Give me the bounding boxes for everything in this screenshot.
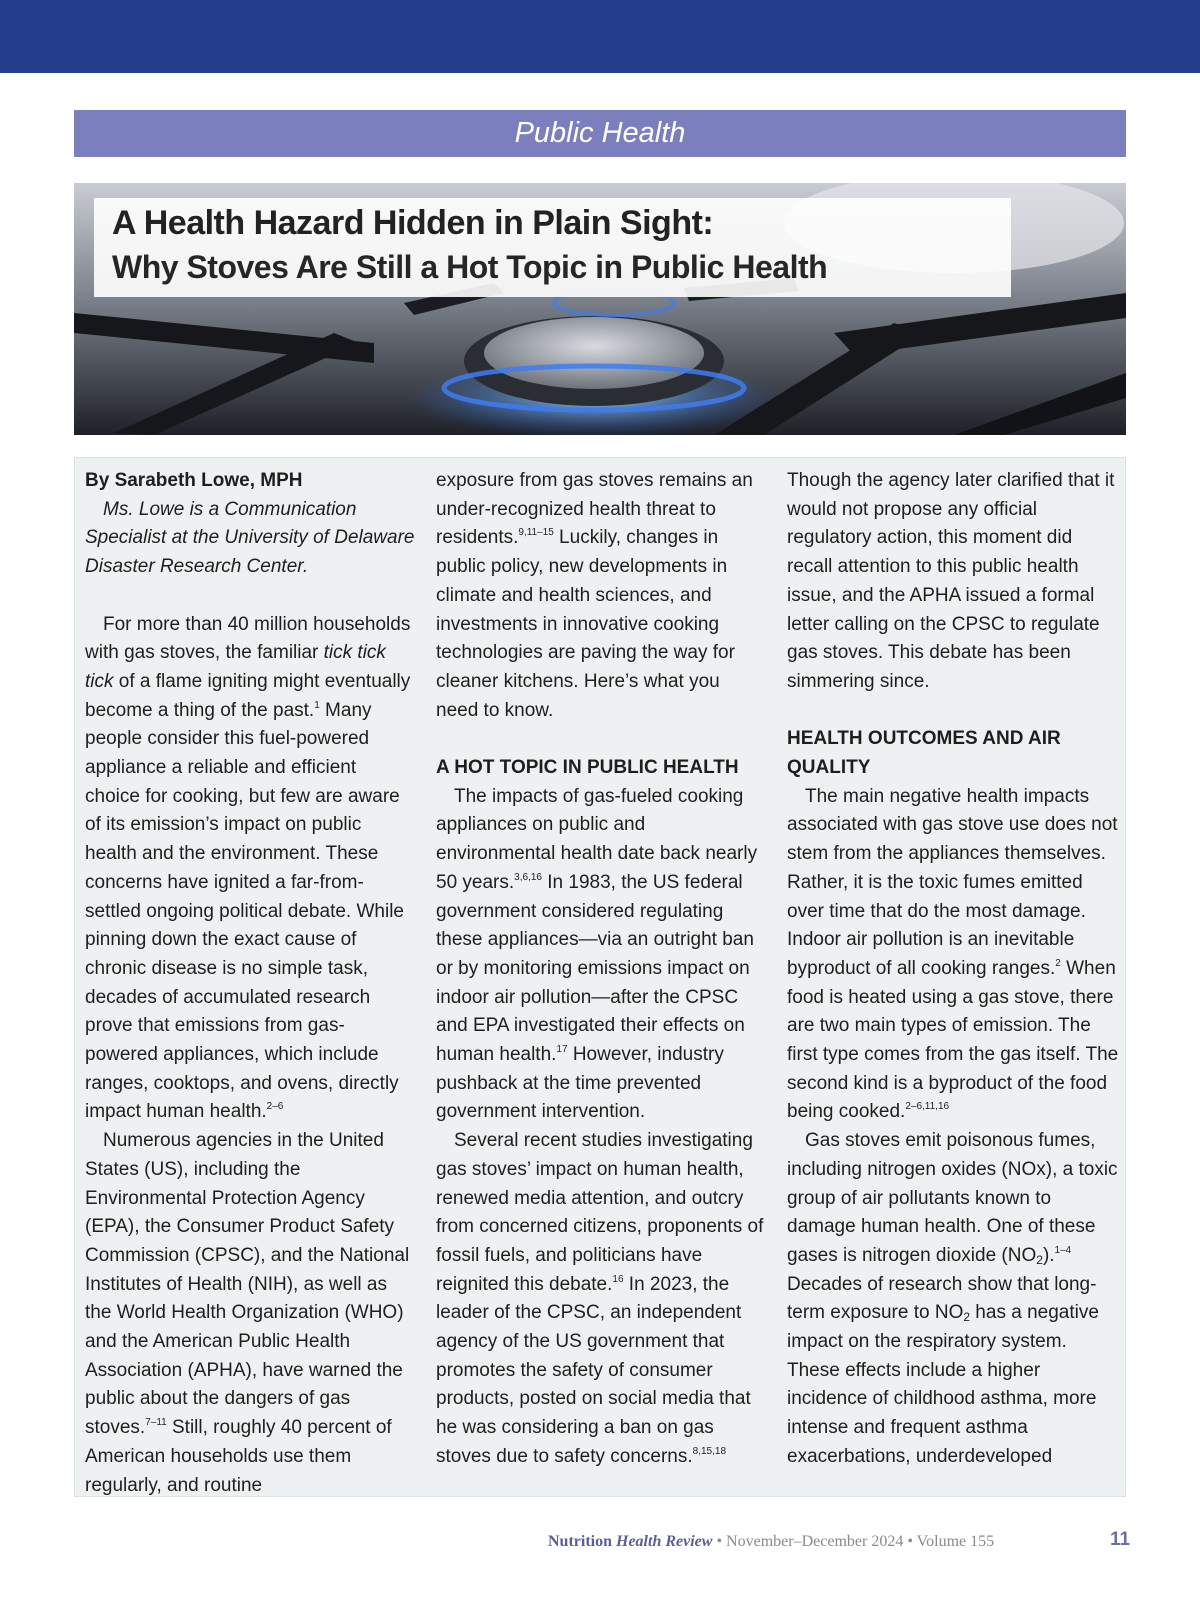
section-heading: A HOT TOPIC IN PUBLIC HEALTH <box>436 757 739 779</box>
citation: 2 <box>1055 957 1061 969</box>
publication-name: Nutrition Health Review <box>548 1533 713 1550</box>
citation: 1 <box>314 699 320 711</box>
article-body <box>74 457 1126 1497</box>
citation: 2–6 <box>266 1101 284 1113</box>
citation: 1–4 <box>1054 1244 1072 1256</box>
paragraph: Numerous agencies in the United States (US), including the Environmental Protection Agency (EPA), the Consumer Product Safety Commission (CPSC), and the National Institutes of Health (NIH), as well as the World Health Organization (WHO) and the American Public Health Association (APHA), have warned the public about the dangers of gas stoves.$^{7-11}$ Still, roughly 40 percent of American households use them regularly, and routine <box>85 1130 410 1496</box>
page-number: 11 <box>1110 1529 1131 1550</box>
column-3 <box>787 467 1121 1472</box>
hero-image <box>74 183 1126 435</box>
citation: 16 <box>612 1273 624 1285</box>
author-bio: Ms. Lowe is a Communication Specialist at the University of Delaware Disaster Research Center. <box>85 498 415 578</box>
byline: By Sarabeth Lowe, MPH <box>85 470 303 491</box>
title-box <box>94 198 1011 297</box>
volume: Volume 155 <box>916 1533 995 1550</box>
citation: 3,6,16 <box>514 871 542 883</box>
paragraph: The main negative health impacts associated with gas stove use does not stem from the appliances themselves. Rather, it is the toxic fumes emitted over time that do the most damage. Indoor air pollution is an inevitable byproduct of all cooking ranges.$^2$ When food is heated using a gas stove, there are two main types of emission. The first type comes from the gas itself. The second kind is a byproduct of the food being cooked.$^{2-6,11,16}$ <box>787 785 1119 1123</box>
citation: 8,15,18 <box>692 1445 727 1457</box>
section-banner: Public Health <box>74 110 1126 157</box>
citation: 9,11–15 <box>518 527 554 539</box>
citation: 17 <box>556 1044 568 1056</box>
paragraph: Gas stoves emit poisonous fumes, including nitrogen oxides (NOx), a toxic group of air pollutants known to damage human health. One of these gases is nitrogen dioxide $(NO_2).^{1-4}$ Decades of research show that long-term exposure to $NO_2$ has a negative impact on the respiratory system. These effects include a higher incidence of childhood asthma, more intense and frequent asthma exacerbations, underdeveloped <box>787 1130 1118 1467</box>
paragraph: Several recent studies investigating gas stoves’ impact on human health, renewed media attention, and outcry from concerned citizens, proponents of fossil fuels, and politicians have reignited this debate.$^{16}$ In 2023, the leader of the CPSC, an independent agency of the US government that promotes the safety of consumer products, posted on social media that he was considering a ban on gas stoves due to safety concerns.$^{8,15,18}$ <box>436 1130 764 1467</box>
article-subtitle: Why Stoves Are Still a Hot Topic in Public Health <box>112 249 828 285</box>
column-2 <box>436 467 766 1472</box>
article-title: A Health Hazard Hidden in Plain Sight: <box>112 204 714 242</box>
paragraph: exposure from gas stoves remains an under-recognized health threat to residents.$^{9,11-15}$ Luckily, changes in public policy, new developments in climate and health sciences, and investments in innovative cooking technologies are paving the way for cleaner kitchens. Here’s what you need to know. <box>436 470 753 721</box>
top-bar <box>0 0 1200 73</box>
issue-date: November–December 2024 <box>726 1533 904 1550</box>
paragraph: The impacts of gas-fueled cooking appliances on public and environmental health date back nearly 50 years.$^{3,6,16}$ In 1983, the US federal government considered regulating these appliances—via an outright ban or by monitoring emissions impact on indoor air pollution—after the CPSC and EPA investigated their effects on human health.$^{17}$ However, industry pushback at the time prevented government intervention. <box>436 785 758 1123</box>
footer-citation: Nutrition Health Review • November–December 2024 • Volume 155 <box>548 1533 995 1550</box>
column-1 <box>85 467 415 1500</box>
citation: 7–11 <box>145 1417 167 1429</box>
paragraph: For more than 40 million households with gas stoves, the familiar tick tick tick of a flame igniting might eventually become a thing of the past.$^1$ Many people consider this fuel-powered appliance a reliable and efficient choice for cooking, but few are aware of its emission’s impact on public health and the environment. These concerns have ignited a far-from-settled ongoing political debate. While pinning down the exact cause of chronic disease is no simple task, decades of accumulated research prove that emissions from gas-powered appliances, which include ranges, cooktops, and ovens, directly impact human health.$^{2-6}$ <box>85 613 411 1123</box>
section-heading: HEALTH OUTCOMES AND AIR QUALITY <box>787 728 1061 779</box>
paragraph: Though the agency later clarified that it would not propose any official regulatory action, this moment did recall attention to this public health issue, and the APHA issued a formal letter calling on the CPSC to regulate gas stoves. This debate has been simmering since. <box>787 470 1115 692</box>
citation: 2–6,11,16 <box>905 1101 950 1113</box>
